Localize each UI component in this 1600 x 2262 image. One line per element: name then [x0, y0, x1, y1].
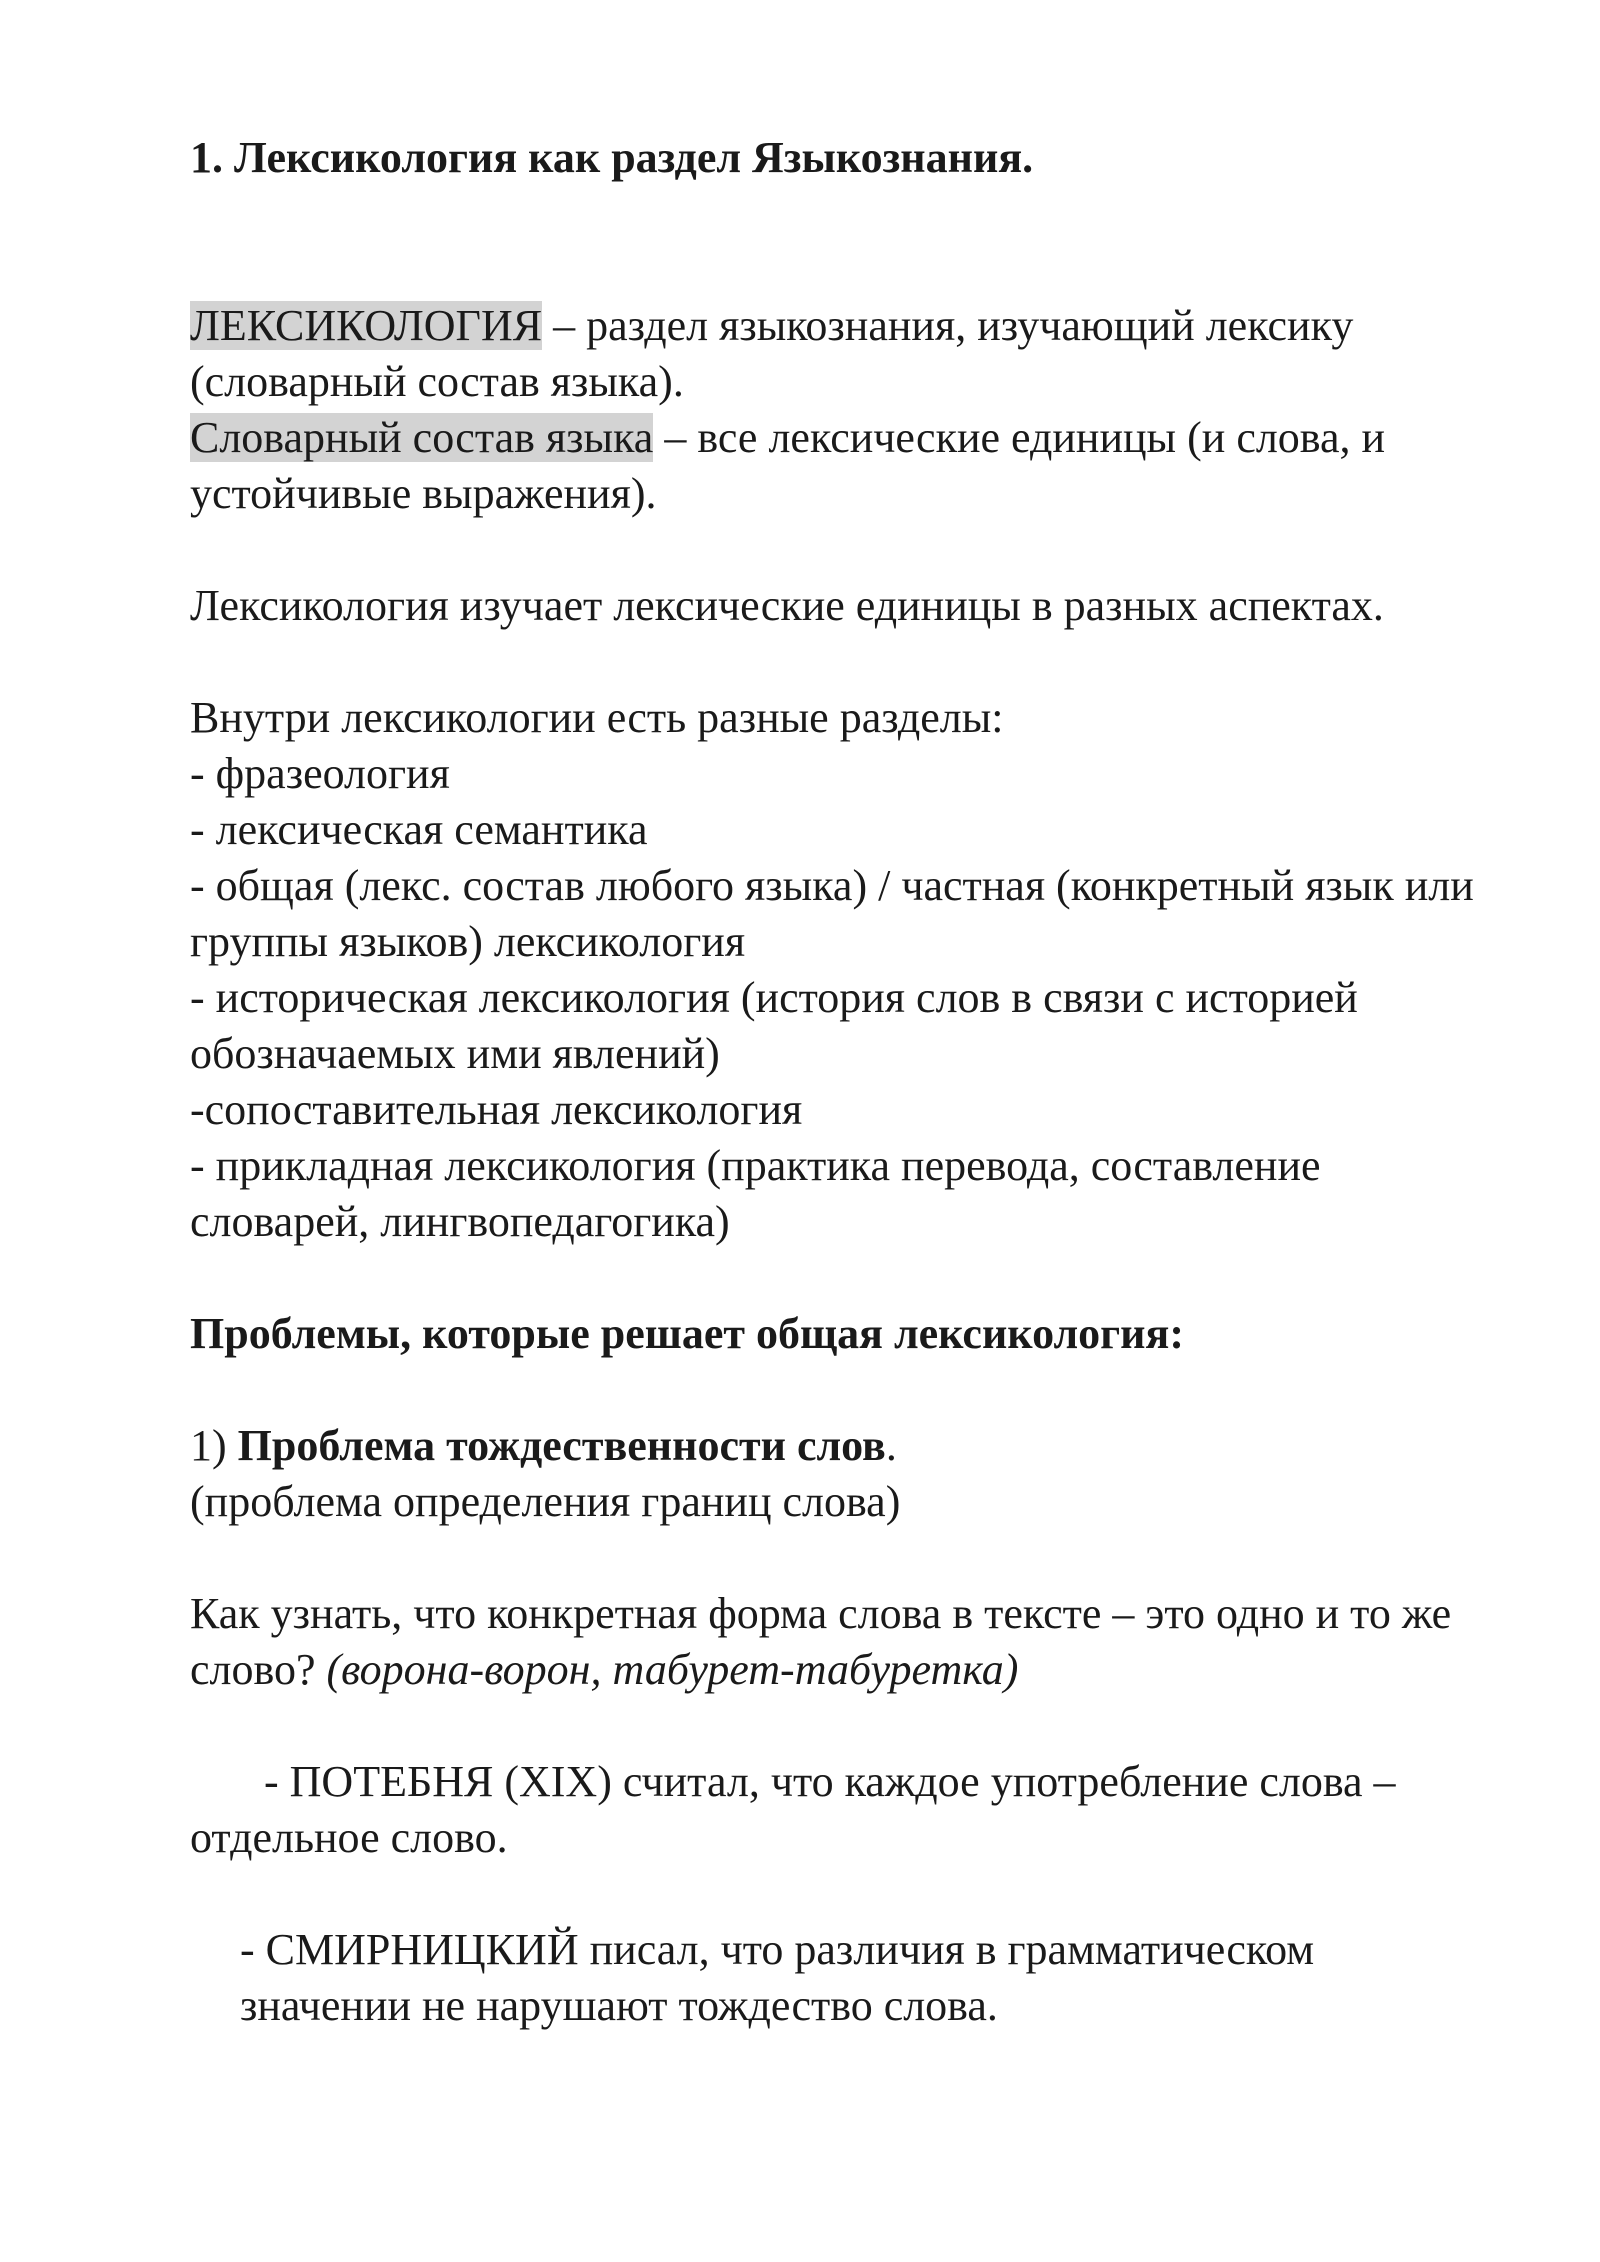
list-item: - фразеология — [190, 749, 450, 798]
problem-1-title: Проблема тождественности слов — [237, 1421, 886, 1470]
potebnya-paragraph: - ПОТЕБНЯ (XIX) считал, что каждое употребление слова – отдельное слово. — [190, 1757, 1396, 1862]
aspects-paragraph: Лексикология изучает лексические единицы в разных аспектах. — [190, 581, 1384, 630]
spacer — [190, 1866, 1490, 1922]
problem-1-line — [190, 1418, 1490, 1474]
spacer — [190, 1250, 1490, 1306]
identity-question-examples: (ворона-ворон, табурет-табуретка) — [326, 1645, 1019, 1694]
vocabulary-definition — [190, 410, 1490, 522]
list-item: - историческая лексикология (история слов в связи с историей обозначаемых ими явлений) — [190, 973, 1358, 1078]
problem-1-dot: . — [885, 1421, 897, 1470]
page-title: 1. Лексикология как раздел Языкознания. — [190, 133, 1034, 182]
highlighted-term-lexicology: ЛЕКСИКОЛОГИЯ — [190, 301, 543, 350]
spacer — [190, 1530, 1490, 1586]
document-page — [190, 130, 1490, 2034]
identity-question-text: Как узнать, что конкретная форма слова в тексте – это одно и то же слово? — [190, 1589, 1452, 1694]
spacer — [190, 522, 1490, 578]
sections-intro: Внутри лексикологии есть разные разделы: — [190, 693, 1004, 742]
problems-heading: Проблемы, которые решает общая лексикология: — [190, 1309, 1184, 1358]
smirnitsky-paragraph: - СМИРНИЦКИЙ писал, что различия в грамматическом значении не нарушают тождество слова. — [240, 1925, 1315, 2030]
list-item: -сопоставительная лексикология — [190, 1085, 803, 1134]
spacer — [190, 634, 1490, 690]
problem-1-number: 1) — [190, 1421, 238, 1470]
identity-question — [190, 1586, 1490, 1698]
problem-1-note: (проблема определения границ слова) — [190, 1477, 901, 1526]
list-item: - лексическая семантика — [190, 805, 648, 854]
lexicology-definition — [190, 298, 1490, 410]
lexicology-definition-text: – раздел языкознания, изучающий лексику (словарный состав языка). — [190, 301, 1354, 406]
list-item: - общая (лекс. состав любого языка) / частная (конкретный язык или группы языков) лексикология — [190, 861, 1474, 966]
vocabulary-definition-text: – все лексические единицы (и слова, и устойчивые выражения). — [190, 413, 1386, 518]
spacer — [190, 1362, 1490, 1418]
highlighted-term-vocabulary: Словарный состав языка — [190, 413, 654, 462]
spacer — [190, 186, 1490, 298]
spacer — [190, 1698, 1490, 1754]
list-item: - прикладная лексикология (практика перевода, составление словарей, лингвопедагогика) — [190, 1141, 1321, 1246]
